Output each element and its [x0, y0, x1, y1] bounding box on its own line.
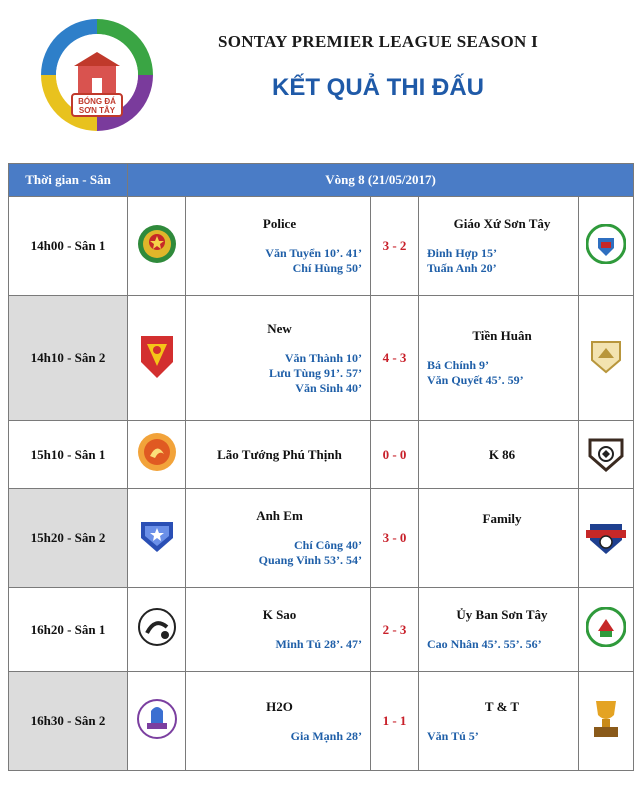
home-scorer: Minh Tú 28’. 47’ [275, 637, 362, 651]
away-team-logo [579, 588, 634, 672]
home-team-logo [128, 672, 186, 771]
home-team-cell [186, 588, 371, 672]
svg-text:BÓNG ĐÁ: BÓNG ĐÁ [78, 97, 116, 106]
home-scorer: Gia Mạnh 28’ [290, 728, 362, 743]
away-scorer: Đinh Hợp 15’ [427, 246, 497, 260]
away-team-name: Giáo Xứ Sơn Tây [453, 216, 551, 231]
match-time: 14h00 - Sân 1 [9, 197, 128, 296]
away-team-name: Ủy Ban Sơn Tây [456, 607, 548, 622]
header-round: Vòng 8 (21/05/2017) [128, 164, 634, 197]
home-team-logo [128, 197, 186, 296]
home-team-cell [186, 489, 371, 588]
home-team-logo [128, 421, 186, 489]
match-score: 1 - 1 [371, 672, 419, 771]
away-team-name: Tiền Huân [472, 328, 532, 343]
home-team-name: Lão Tướng Phú Thịnh [217, 446, 342, 462]
match-time: 16h20 - Sân 1 [9, 588, 128, 672]
home-scorer: Quang Vinh 53’. 54’ [258, 553, 362, 567]
match-row [9, 296, 634, 421]
match-row [9, 672, 634, 771]
match-time: 15h10 - Sân 1 [9, 421, 128, 489]
match-row [9, 421, 634, 489]
home-team-logo [128, 489, 186, 588]
away-team-logo [579, 296, 634, 421]
match-score: 0 - 0 [371, 421, 419, 489]
match-score: 4 - 3 [371, 296, 419, 421]
away-scorer: Bá Chính 9’ [427, 358, 490, 372]
away-team-logo [579, 197, 634, 296]
table-header-row [9, 164, 634, 197]
away-team-cell [419, 296, 579, 421]
home-team-logo [128, 296, 186, 421]
match-score: 3 - 0 [371, 489, 419, 588]
match-row [9, 588, 634, 672]
header-time: Thời gian - Sân [9, 164, 128, 197]
match-time: 16h30 - Sân 2 [9, 672, 128, 771]
match-time: 14h10 - Sân 2 [9, 296, 128, 421]
home-scorer: Chí Công 40’ [293, 538, 362, 552]
away-team-logo [579, 672, 634, 771]
away-team-cell [419, 197, 579, 296]
home-team-name: H2O [266, 698, 293, 714]
home-team-name: New [267, 320, 292, 336]
away-scorer: Văn Tú 5’ [427, 728, 479, 743]
away-team-logo [579, 489, 634, 588]
match-score: 3 - 2 [371, 197, 419, 296]
away-team-name: Family [482, 511, 522, 526]
results-table [8, 163, 634, 771]
home-scorer: Lưu Tùng 91’. 57’ [268, 365, 362, 380]
svg-text:SƠN TÂY: SƠN TÂY [78, 106, 116, 115]
home-team-logo [128, 588, 186, 672]
away-scorer: Tuấn Anh 20’ [427, 261, 497, 275]
home-scorer: Văn Thành 10’ [284, 350, 362, 365]
home-team-cell [186, 197, 371, 296]
home-team-name: Police [262, 216, 297, 231]
away-scorer: Cao Nhân 45’. 55’. 56’ [427, 637, 542, 651]
away-team-cell [419, 588, 579, 672]
page-title: KẾT QUẢ THI ĐẤU [272, 74, 484, 101]
home-team-name: K Sao [262, 607, 297, 622]
match-row [9, 489, 634, 588]
match-score: 2 - 3 [371, 588, 419, 672]
away-team-name: T & T [484, 698, 520, 714]
home-team-cell [186, 296, 371, 421]
away-team-cell [419, 489, 579, 588]
match-row [9, 197, 634, 296]
league-name: SONTAY PREMIER LEAGUE SEASON I [217, 32, 539, 51]
away-team-cell [419, 672, 579, 771]
away-scorer: Văn Quyết 45’. 59’ [427, 373, 524, 387]
home-scorer: Chí Hùng 50’ [292, 261, 362, 275]
home-team-cell [186, 672, 371, 771]
home-scorer: Văn Sinh 40’ [295, 380, 362, 395]
away-team-name: K 86 [488, 446, 516, 462]
home-scorer: Văn Tuyển 10’. 41’ [265, 246, 362, 260]
match-time: 15h20 - Sân 2 [9, 489, 128, 588]
home-team-name: Anh Em [256, 508, 303, 523]
away-team-cell [419, 421, 579, 489]
away-team-logo [579, 421, 634, 489]
league-logo [38, 16, 156, 134]
home-team-cell [186, 421, 371, 489]
